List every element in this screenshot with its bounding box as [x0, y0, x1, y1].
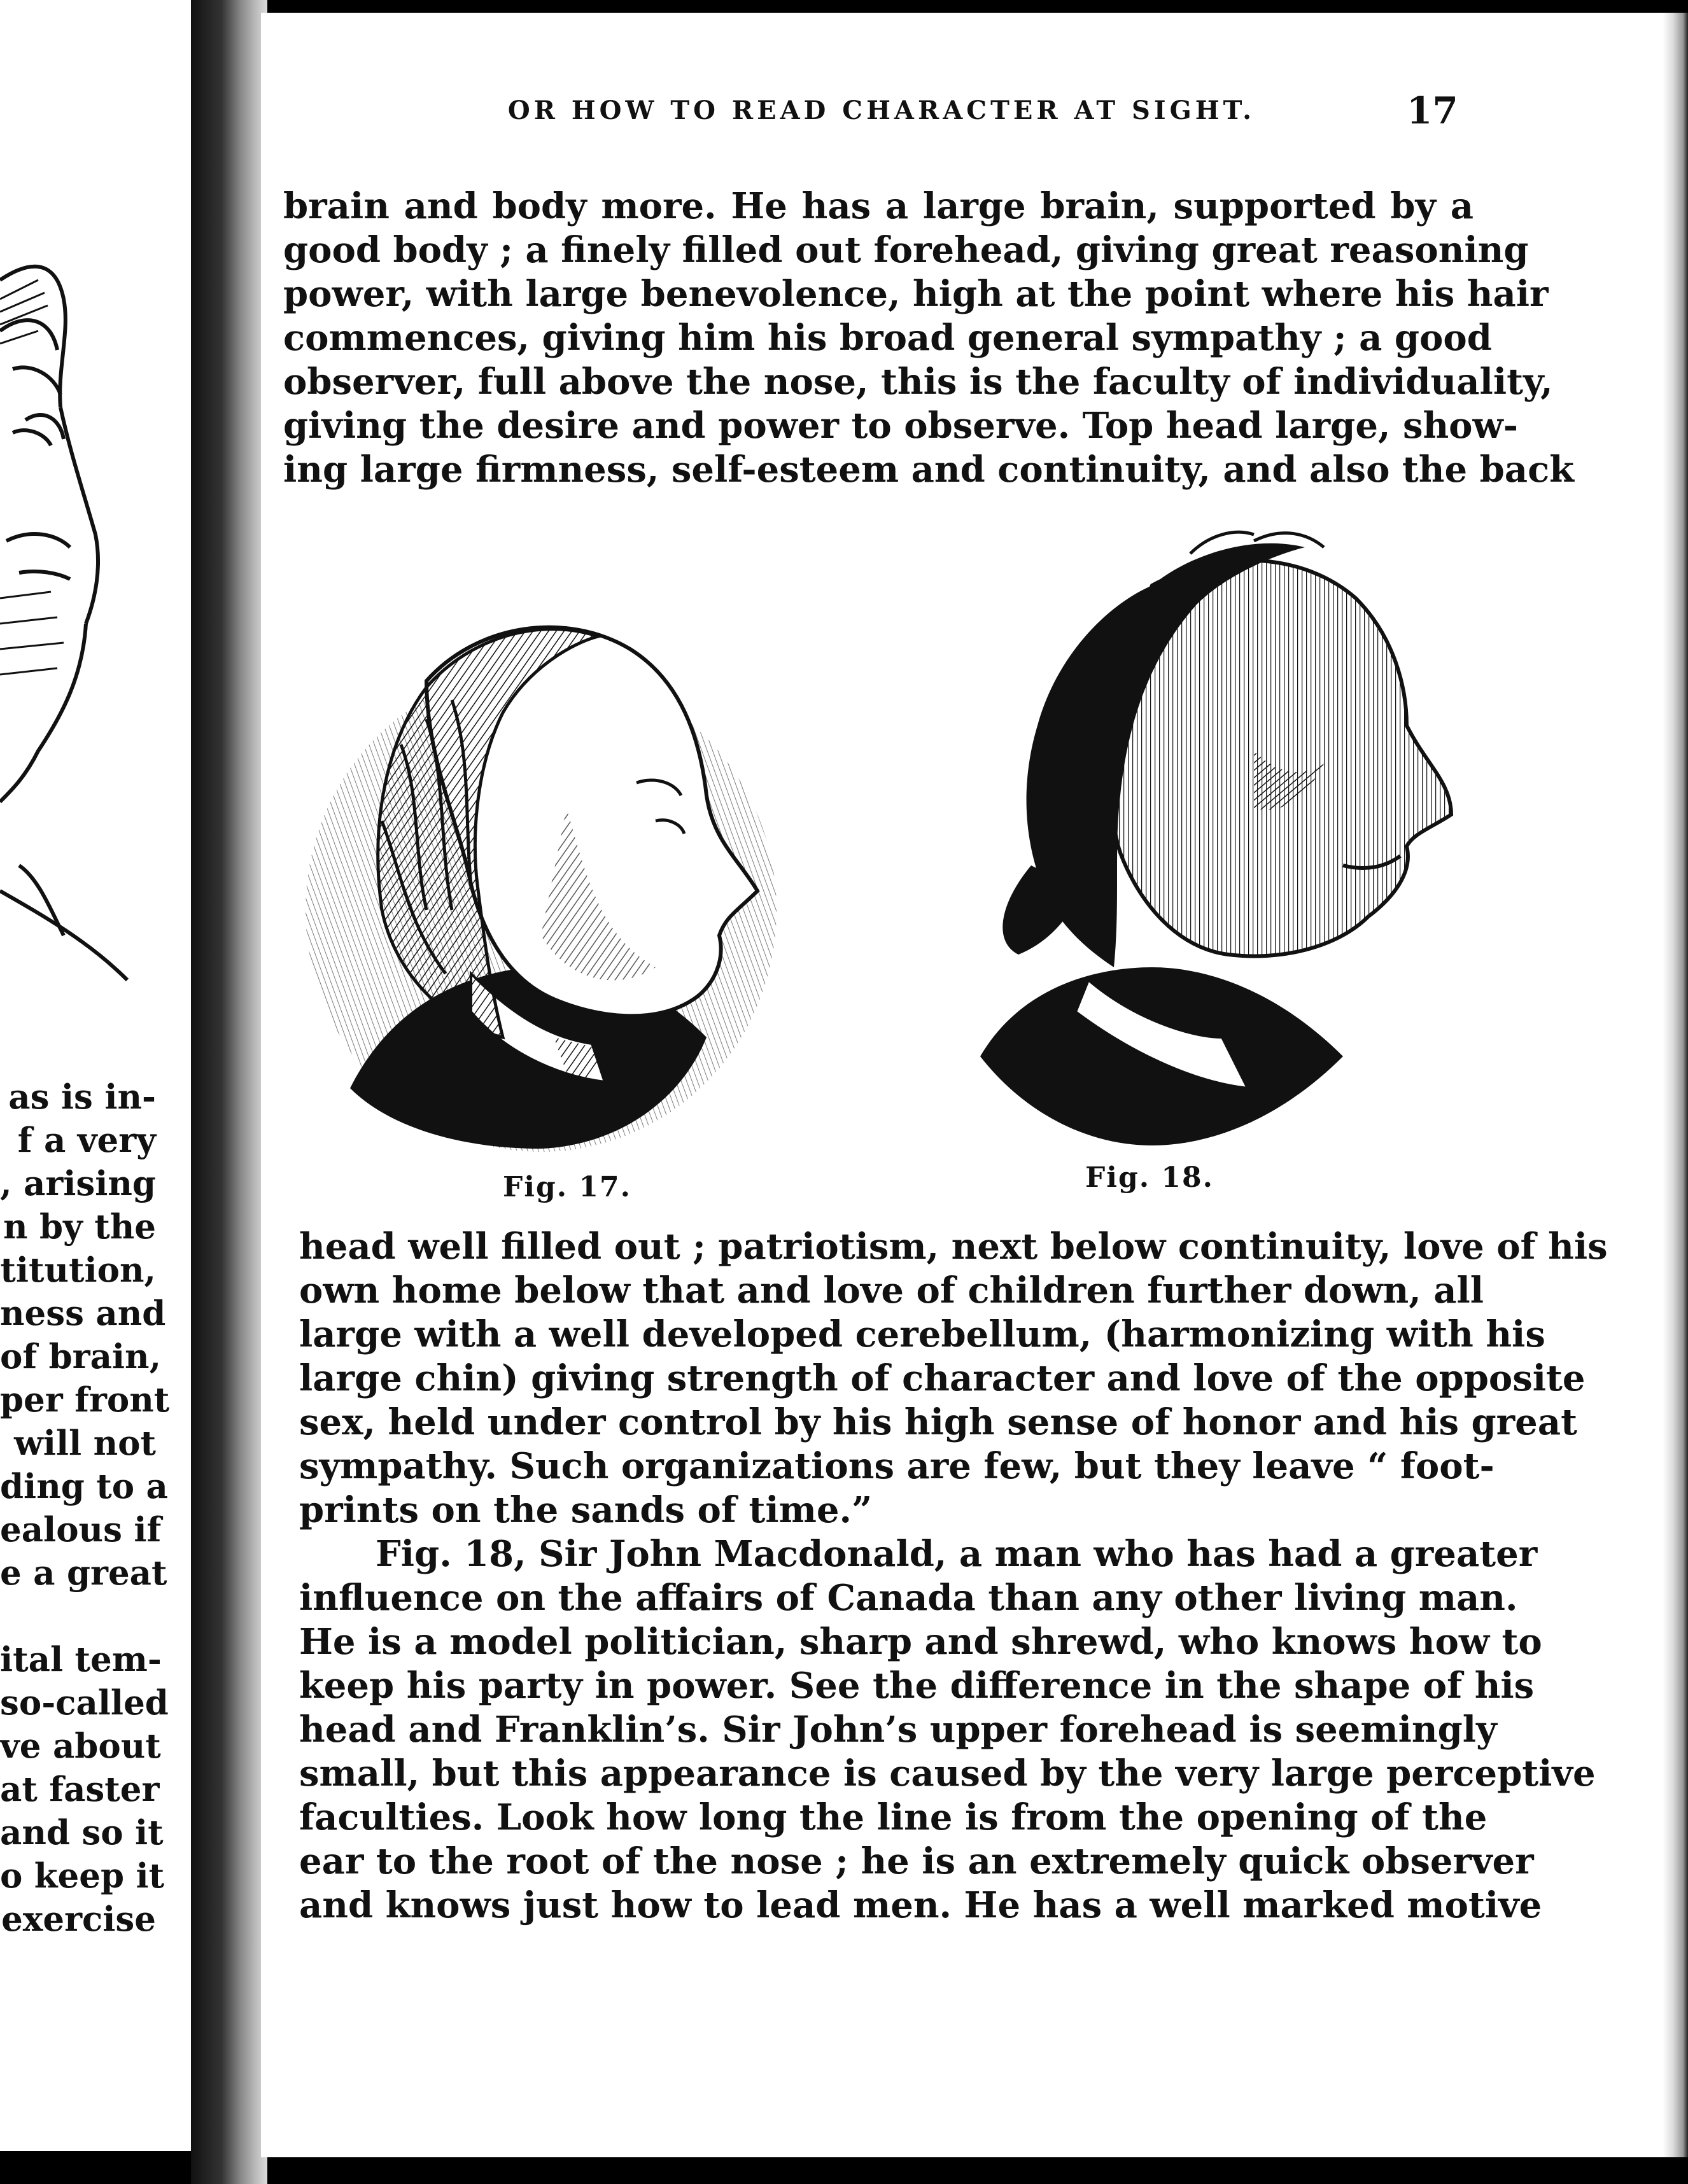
left-page-text — [0, 1075, 191, 1941]
left-page-line: o keep it — [0, 1856, 165, 1896]
page-number: 17 — [1407, 89, 1458, 132]
text-line: commences, giving him his broad general sympathy ; a good — [283, 317, 1492, 359]
left-page-line: and so it — [0, 1813, 164, 1852]
left-page-line: at faster — [0, 1770, 160, 1809]
left-page-line: e a great — [0, 1553, 167, 1593]
text-line: influence on the affairs of Canada than any other living man. — [299, 1577, 1518, 1619]
text-line: brain and body more. He has a large brain, supported by a — [283, 185, 1473, 227]
left-page-line: n by the — [3, 1207, 156, 1247]
figure-17-portrait-illustration — [299, 554, 796, 1158]
left-page-line: ve about — [0, 1726, 161, 1766]
left-page-line: of brain, — [0, 1337, 162, 1376]
left-page-line: so-called — [0, 1683, 169, 1723]
paragraph-2 — [299, 1225, 1608, 1532]
left-page-line: ding to a — [0, 1467, 168, 1506]
left-page-line: titution, — [0, 1250, 156, 1290]
text-line: keep his party in power. See the difference in the shape of his — [299, 1665, 1535, 1707]
text-line: sympathy. Such organizations are few, but they leave “ foot- — [299, 1445, 1495, 1487]
text-line: sex, held under control by his high sense of honor and his great — [299, 1401, 1577, 1443]
text-line: own home below that and love of children further down, all — [299, 1270, 1484, 1312]
text-line: good body ; a finely filled out forehead, giving great reasoning — [283, 229, 1529, 271]
page-edge-shadow — [1663, 13, 1688, 2157]
left-page-line: ital tem- — [0, 1640, 162, 1679]
text-line: ing large firmness, self-esteem and continuity, and also the back — [283, 449, 1574, 491]
book-gutter-shadow — [191, 0, 267, 2184]
text-line: and knows just how to lead men. He has a well marked motive — [299, 1884, 1542, 1926]
text-line: power, with large benevolence, high at the point where his hair — [283, 273, 1549, 315]
text-line: faculties. Look how long the line is from the opening of the — [299, 1796, 1488, 1838]
left-page-line: ness and — [0, 1294, 166, 1333]
left-page-line: ealous if — [0, 1510, 162, 1550]
left-page-fragment — [0, 0, 191, 2151]
text-line: large with a well developed cerebellum, (harmonizing with his — [299, 1313, 1545, 1355]
left-page-line: f a very — [17, 1121, 156, 1160]
figure-18-caption: Fig. 18. — [1085, 1161, 1214, 1194]
figure-18-portrait-illustration — [923, 509, 1470, 1158]
left-page-illustration — [0, 242, 191, 986]
text-line: He is a model politician, sharp and shrewd, who knows how to — [299, 1621, 1542, 1663]
left-page-line: will not — [14, 1424, 156, 1463]
left-page-line — [0, 1595, 191, 1638]
text-line: head and Franklin’s. Sir John’s upper forehead is seemingly — [299, 1709, 1497, 1751]
text-line: observer, full above the nose, this is the faculty of individuality, — [283, 361, 1553, 403]
left-page-line: , arising — [0, 1164, 156, 1203]
text-line: head well filled out ; patriotism, next below continuity, love of his — [299, 1226, 1608, 1268]
left-page-line: as is in- — [8, 1077, 156, 1117]
running-title: OR HOW TO READ CHARACTER AT SIGHT. — [507, 95, 1256, 125]
left-page-line: exercise — [1, 1900, 156, 1939]
figure-17-caption: Fig. 17. — [503, 1171, 631, 1203]
text-line: giving the desire and power to observe. Top head large, show- — [283, 405, 1518, 447]
text-line: large chin) giving strength of character and love of the opposite — [299, 1357, 1586, 1399]
left-page-line: per front — [0, 1380, 170, 1420]
text-line: prints on the sands of time.” — [299, 1489, 873, 1531]
paragraph-1 — [283, 185, 1574, 492]
text-line: small, but this appearance is caused by the very large perceptive — [299, 1753, 1596, 1795]
text-line: ear to the root of the nose ; he is an extremely quick observer — [299, 1840, 1534, 1882]
paragraph-3 — [299, 1532, 1596, 1928]
text-line: Fig. 18, Sir John Macdonald, a man who has had a greater — [376, 1533, 1538, 1575]
